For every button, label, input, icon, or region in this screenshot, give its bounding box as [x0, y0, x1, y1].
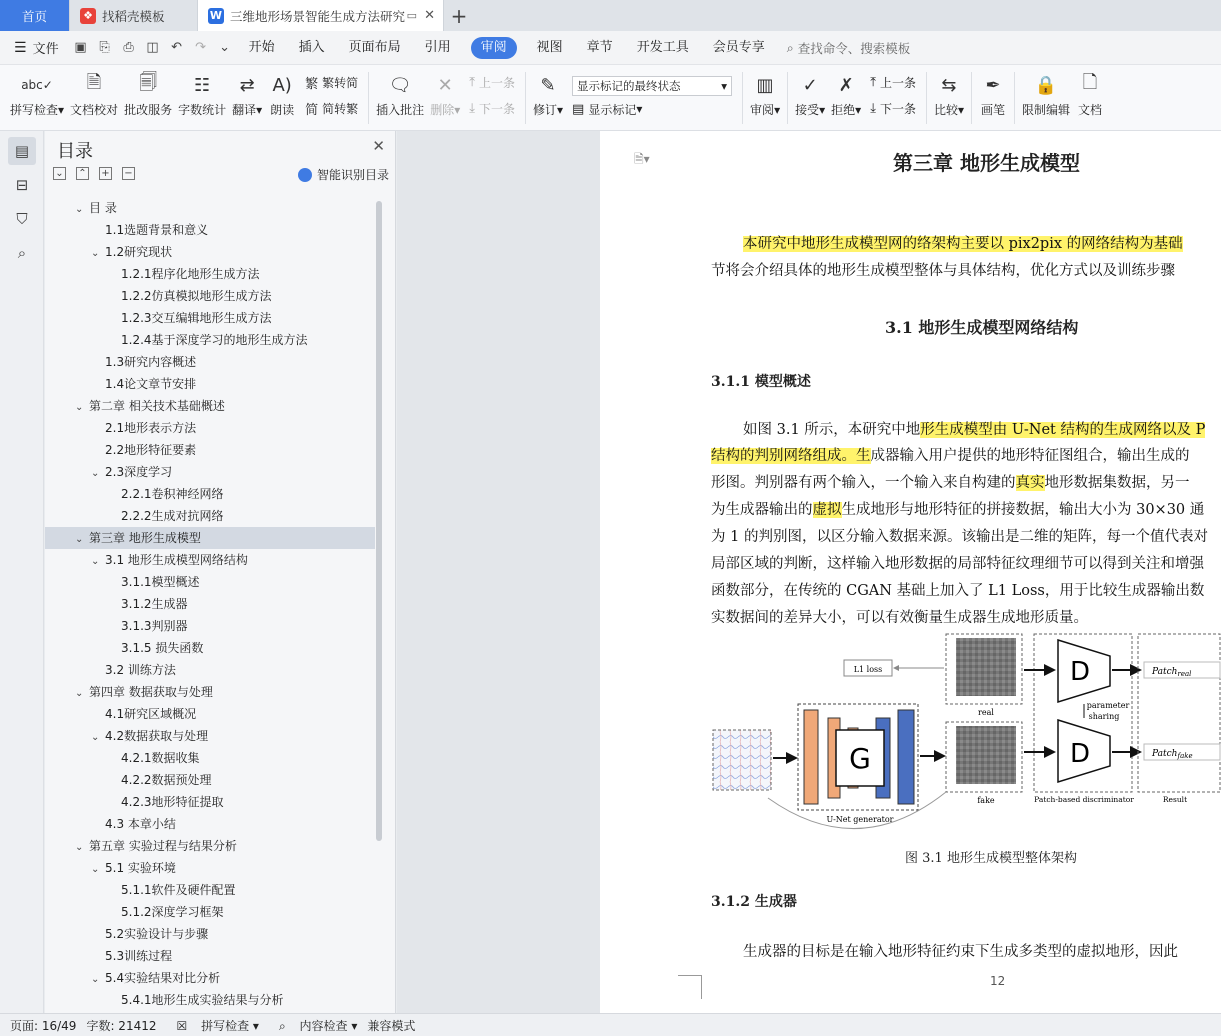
body-line-7: 函数部分，在传统的 CGAN 基础上加入了 L1 Loss，用于比较生成器输出数	[711, 583, 1205, 599]
toc-item[interactable]	[45, 549, 375, 571]
revision-nav-group	[870, 65, 916, 121]
toc-item-label: 4.2.2数据预处理	[121, 773, 212, 787]
toc-item[interactable]	[45, 945, 375, 967]
tab-document[interactable]	[198, 0, 444, 31]
architecture-figure	[708, 632, 1221, 842]
toc-item[interactable]	[45, 615, 375, 637]
toc-item-label: 2.2.1卷积神经网络	[121, 487, 224, 501]
toc-item-label: 5.1 实验环境	[105, 861, 176, 875]
highlight-text: 虚拟	[812, 502, 842, 518]
body-text: 为生成器输出的	[711, 502, 813, 518]
body-line-6: 局部区域的判断，这样输入地形数据的局部特征纹理细节可以得到关注和增强	[711, 556, 1204, 572]
chevron-down-icon[interactable]: ⌄	[91, 864, 100, 875]
chevron-down-icon: ▾	[721, 79, 728, 93]
track-label: 修订	[533, 103, 558, 117]
proofread-button[interactable]	[70, 65, 118, 129]
page-menu-icon[interactable]: 🗎▾	[634, 152, 650, 166]
undo-icon[interactable]: ↶	[171, 40, 183, 55]
batch-service-label: 批改服务	[124, 103, 173, 117]
toc-item[interactable]	[45, 219, 375, 241]
menu-reference[interactable]: 引用	[424, 39, 451, 55]
toc-item[interactable]	[45, 901, 375, 923]
patch-fake-subscript: fake	[1177, 752, 1193, 760]
show-markup-label: 显示标记	[588, 102, 637, 117]
toc-item[interactable]	[45, 747, 375, 769]
chevron-down-icon[interactable]: ⌄	[75, 534, 84, 545]
toc-panel	[45, 131, 396, 1013]
review-pane-button[interactable]: ▥ 审阅▾	[750, 65, 780, 129]
toc-item-label: 第四章 数据获取与处理	[89, 685, 213, 699]
fake-terrain-image	[956, 726, 1016, 784]
generator-para-line: 生成器的目标是在输入地形特征约束下生成多类型的虚拟地形，因此	[743, 944, 1178, 960]
next-revision-icon: ⤓	[870, 100, 876, 116]
search-panel-button[interactable]	[8, 239, 36, 267]
prev2-label: 上一条	[879, 75, 916, 90]
chevron-down-icon[interactable]: ⌄	[75, 842, 84, 853]
menu-review[interactable]: 审阅	[471, 37, 517, 59]
pen-label: 画笔	[980, 103, 1005, 117]
toc-item[interactable]	[45, 197, 375, 219]
simp-to-trad-button[interactable]	[305, 97, 358, 119]
smart-toc-icon	[298, 168, 312, 182]
trad-to-simp-button[interactable]	[305, 71, 358, 93]
toc-item-label: 5.4实验结果对比分析	[105, 971, 221, 985]
toc-item[interactable]	[45, 879, 375, 901]
toc-item[interactable]	[45, 593, 375, 615]
toc-item-label: 1.2.2仿真模拟地形生成方法	[121, 289, 272, 303]
toc-item-label: 4.1研究区域概况	[105, 707, 197, 721]
spellcheck-status[interactable]: ☒ 拼写检查 ▾	[176, 1018, 259, 1033]
toc-item[interactable]	[45, 835, 375, 857]
menu-view[interactable]: 视图	[536, 39, 563, 55]
chapter-title: 第三章 地形生成模型	[893, 151, 1080, 175]
input-feature-map	[713, 730, 771, 790]
page-corner-mark	[678, 975, 702, 999]
search-icon: ⌕	[786, 39, 794, 55]
status-bar	[0, 1013, 1221, 1036]
toc-item[interactable]	[45, 637, 375, 659]
save-icon[interactable]: ▣	[74, 40, 87, 55]
content-check-icon: ⌕	[278, 1018, 286, 1033]
insert-comment-button[interactable]	[376, 65, 424, 129]
toc-item[interactable]	[45, 527, 375, 549]
menu-devtools[interactable]: 开发工具	[636, 39, 689, 55]
real-label: real	[978, 708, 994, 717]
toc-item-label: 目 录	[89, 201, 117, 215]
redo-icon[interactable]: ↷	[195, 40, 207, 55]
toc-item-label: 1.2研究现状	[105, 245, 173, 259]
file-menu[interactable]	[0, 38, 69, 57]
toc-item-label: 3.1.5 损失函数	[121, 641, 204, 655]
spellcheck-label: 拼写检查	[10, 103, 59, 117]
next-icon: ⤓	[469, 100, 475, 116]
toc-item[interactable]	[45, 351, 375, 373]
delete-label: 删除	[430, 103, 455, 117]
toc-item-label: 3.2 训练方法	[105, 663, 176, 677]
tab-daoke-label: 找稻壳模板	[102, 8, 165, 24]
toc-item-label: 2.3深度学习	[105, 465, 173, 479]
pen-button[interactable]	[979, 65, 1007, 129]
toc-scrollbar[interactable]	[376, 201, 382, 841]
toc-item-label: 1.2.1程序化地形生成方法	[121, 267, 260, 281]
spellcheck-icon: abc✓	[21, 78, 53, 92]
word-count-icon: ☷	[194, 74, 211, 96]
chevron-down-icon[interactable]: ⌄	[91, 732, 100, 743]
restrict-edit-button[interactable]	[1022, 65, 1070, 129]
body-line-2	[711, 444, 1190, 465]
prev-revision-button[interactable]	[870, 71, 916, 93]
tab-home-label: 首页	[21, 8, 47, 24]
remove-heading-icon[interactable]: −	[122, 167, 135, 180]
chevron-down-icon[interactable]: ⌄	[75, 204, 84, 215]
toc-item[interactable]	[45, 417, 375, 439]
figure-caption: 图 3.1 地形生成模型整体架构	[905, 851, 1077, 866]
delete-comment-icon: ✕	[437, 74, 453, 96]
document-permission-button[interactable]	[1076, 65, 1104, 129]
markup-state-select[interactable]	[572, 76, 732, 96]
bookmark-button[interactable]	[8, 205, 36, 233]
toc-item[interactable]	[45, 307, 375, 329]
document-check-icon: 🗎	[86, 72, 102, 93]
toc-item-label: 1.2.4基于深度学习的地形生成方法	[121, 333, 308, 347]
smart-toc-label: 智能识别目录	[316, 168, 389, 182]
toc-title: 目录	[57, 141, 93, 162]
file-menu-label: 文件	[32, 42, 59, 57]
spellcheck-button[interactable]: abc✓ 拼写检查▾	[10, 65, 64, 129]
accept-button[interactable]: ✓ 接受▾	[795, 65, 825, 129]
body-text: 如图 3.1 所示，本研究中地	[743, 422, 921, 438]
command-search-label: 查找命令、搜索模板	[797, 40, 911, 56]
trad-label: 繁转简	[322, 75, 359, 90]
bookmark-icon: ⛉	[16, 210, 28, 228]
toc-item[interactable]	[45, 373, 375, 395]
chevron-down-icon[interactable]: ⌄	[91, 468, 100, 479]
toc-item-label: 3.1.3判别器	[121, 619, 188, 633]
patch-real-subscript: real	[1177, 670, 1192, 678]
prev-revision-icon: ⤒	[870, 74, 876, 90]
chevron-down-icon[interactable]: ⌄	[75, 688, 84, 699]
toc-item-label: 5.4.1地形生成实验结果与分析	[121, 993, 284, 1007]
content-check-label: 内容检查	[299, 1018, 348, 1033]
chevron-down-icon[interactable]: ⌄	[91, 974, 100, 985]
toc-item[interactable]	[45, 263, 375, 285]
body-text: 地形数据集数据，另一	[1044, 475, 1190, 491]
tab-home[interactable]	[0, 0, 70, 31]
toc-item-label: 3.1 地形生成模型网络结构	[105, 553, 248, 567]
compat-mode-indicator: 兼容模式	[367, 1018, 416, 1033]
toc-item[interactable]	[45, 923, 375, 945]
word-count-button[interactable]	[178, 65, 226, 129]
content-check-status[interactable]: ⌕ 内容检查 ▾	[278, 1018, 358, 1033]
ribbon-divider	[971, 72, 972, 124]
document-search-icon: 🗐	[139, 72, 158, 93]
param-sharing-label-1: parameter	[1086, 701, 1130, 710]
menu-bar	[0, 31, 1221, 65]
accept-icon: ✓	[802, 74, 818, 96]
real-terrain-image	[956, 638, 1016, 696]
body-line-3	[711, 471, 1190, 492]
next-label: 下一条	[478, 101, 515, 116]
highlight-text: 真实	[1015, 475, 1045, 491]
tab-daoke[interactable]	[70, 0, 198, 31]
tab-bar	[0, 0, 1221, 31]
show-markup-button[interactable]: ▤ 显示标记 ▾	[572, 101, 643, 117]
markup-group	[572, 65, 732, 121]
comment-nav-group	[469, 65, 515, 121]
ribbon-divider	[787, 72, 788, 124]
compare-label: 比较	[933, 103, 958, 117]
list-icon: ▤	[14, 142, 30, 160]
toc-item-label: 第五章 实验过程与结果分析	[89, 839, 237, 853]
highlight-text: 结构的判别网络组成。生	[711, 448, 871, 464]
chapter-nav-button[interactable]	[8, 171, 36, 199]
highlight-text: 本研究中地形生成模型网的络架构主要以 pix2pix 的网络结构为基础	[743, 236, 1183, 252]
translate-icon: ⇄	[239, 74, 255, 96]
next-revision-button[interactable]	[870, 97, 916, 119]
wps-writer-icon: W	[209, 9, 223, 22]
toc-item[interactable]	[45, 329, 375, 351]
patch-real-text: Patch	[1152, 667, 1178, 677]
batch-service-button[interactable]	[124, 65, 172, 129]
discriminator-letter: D	[1069, 739, 1091, 769]
menu-section[interactable]: 章节	[586, 39, 613, 55]
word-count-indicator[interactable]: 字数: 21412	[86, 1018, 157, 1033]
spellcheck-status-icon: ☒	[176, 1018, 188, 1033]
search-icon: ⌕	[17, 244, 27, 262]
toc-item-label: 5.3训练过程	[105, 949, 173, 963]
command-search[interactable]	[787, 39, 911, 57]
reject-icon: ✗	[838, 74, 854, 96]
toc-item[interactable]	[45, 395, 375, 417]
spellcheck-status-label: 拼写检查	[201, 1018, 250, 1033]
toc-item[interactable]	[45, 857, 375, 879]
toc-item-label: 4.2.3地形特征提取	[121, 795, 224, 809]
simp-icon: 简	[305, 102, 319, 118]
ribbon-divider	[368, 72, 369, 124]
toc-item[interactable]	[45, 725, 375, 747]
lock-document-icon: 🔒	[1034, 74, 1058, 96]
highlight-text: 形生成模型由 U-Net 结构的生成网络以及 P	[920, 422, 1206, 438]
toc-item[interactable]	[45, 813, 375, 835]
toc-item[interactable]	[45, 967, 375, 989]
ribbon-divider	[926, 72, 927, 124]
compare-button[interactable]: ⇆ 比较▾	[934, 65, 964, 129]
result-box	[1138, 634, 1220, 792]
toc-item-label: 2.1地形表示方法	[105, 421, 197, 435]
toc-item[interactable]	[45, 241, 375, 263]
toc-item-label: 3.1.1模型概述	[121, 575, 200, 589]
result-label: Result	[1162, 795, 1188, 804]
reject-label: 拒绝	[831, 103, 856, 117]
track-changes-button[interactable]: ✎ 修订▾	[533, 65, 563, 129]
toc-item-label: 1.3研究内容概述	[105, 355, 197, 369]
toc-item[interactable]	[45, 505, 375, 527]
ribbon-divider	[525, 72, 526, 124]
toc-item-label: 4.2数据获取与处理	[105, 729, 209, 743]
chevron-down-icon[interactable]: ⌄	[75, 402, 84, 413]
toc-item[interactable]	[45, 483, 375, 505]
read-aloud-button[interactable]	[268, 65, 296, 129]
toc-item[interactable]	[45, 285, 375, 307]
delete-comment-button[interactable]: ✕ 删除▾	[430, 65, 460, 129]
ribbon-divider	[1014, 72, 1015, 124]
insert-comment-label: 插入批注	[376, 103, 425, 117]
menu-start[interactable]: 开始	[248, 39, 275, 55]
toc-item[interactable]	[45, 989, 375, 1009]
expand-up-icon[interactable]: ⌃	[76, 167, 89, 180]
section-3-1-2-heading: 3.1.2 生成器	[711, 894, 797, 910]
simp-label: 简转繁	[322, 101, 359, 116]
toc-item-label: 5.1.1软件及硬件配置	[121, 883, 236, 897]
show-markup-icon: ▤	[572, 101, 585, 117]
accept-label: 接受	[795, 103, 820, 117]
toc-item-label: 5.2实验设计与步骤	[105, 927, 209, 941]
unet-layer	[898, 710, 914, 804]
doc-label: 文档	[1078, 103, 1103, 117]
toc-item-label: 3.1.2生成器	[121, 597, 188, 611]
toc-item-label: 1.2.3交互编辑地形生成方法	[121, 311, 272, 325]
chevron-down-icon[interactable]: ⌄	[91, 248, 100, 259]
print-icon[interactable]: ⎙	[123, 40, 134, 55]
toc-item[interactable]	[45, 439, 375, 461]
body-text: 成器输入用户提供的地形特征图组合，输出生成的	[870, 448, 1190, 464]
toc-item[interactable]	[45, 769, 375, 791]
close-icon[interactable]: ✕	[372, 137, 385, 155]
review-ribbon	[0, 65, 1221, 131]
fake-label: fake	[977, 796, 995, 805]
ribbon-divider	[742, 72, 743, 124]
toc-item-label: 1.1选题背景和意义	[105, 223, 209, 237]
toc-item-label: 1.4论文章节安排	[105, 377, 197, 391]
body-text: 形图。判别器有两个输入，一个输入来自构建的	[711, 475, 1016, 491]
review-label: 审阅	[750, 103, 775, 117]
body-line-4	[711, 498, 1204, 519]
body-line-5: 为 1 的判别图，以区分输入数据来源。该输出是二维的矩阵，每一个值代表对	[711, 529, 1208, 545]
comment-icon: 🗨	[388, 74, 412, 96]
patch-fake-text: Patch	[1152, 749, 1178, 759]
toc-panel-button[interactable]	[8, 137, 36, 165]
chevron-down-icon[interactable]: ⌄	[91, 556, 100, 567]
screen-icon[interactable]: ▭	[406, 9, 417, 22]
restrict-label: 限制编辑	[1022, 103, 1071, 117]
read-aloud-label: 朗读	[270, 103, 295, 117]
proofread-label: 文档校对	[70, 103, 119, 117]
section-3-1-1-heading: 3.1.1 模型概述	[711, 374, 811, 390]
discriminator-letter: D	[1069, 657, 1091, 687]
toc-item[interactable]	[45, 703, 375, 725]
unet-layer	[804, 710, 818, 804]
hamburger-icon: ☰	[14, 39, 27, 56]
patch-disc-label: Patch-based discriminator	[1034, 795, 1134, 804]
trad-icon: 繁	[305, 76, 319, 92]
next-comment-button[interactable]	[469, 97, 515, 119]
section-3-1-heading: 3.1 地形生成模型网络结构	[885, 318, 1079, 337]
body-line-8: 实数据间的差异大小，可以有效衡量生成器生成地形质量。	[711, 610, 1088, 626]
intro-line-1	[743, 232, 1183, 253]
reject-button[interactable]: ✗ 拒绝▾	[831, 65, 861, 129]
add-heading-icon[interactable]: +	[99, 167, 112, 180]
toc-item-label: 4.3 本章小结	[105, 817, 176, 831]
unet-label: U-Net generator	[826, 815, 894, 824]
document-icon: 🗋	[1082, 72, 1098, 93]
left-nav-strip	[0, 131, 44, 1013]
body-text: 生成地形与地形特征的拼接数据，输出大小为 30×30 通	[841, 502, 1205, 518]
smart-toc-button[interactable]	[298, 166, 389, 183]
page-indicator[interactable]: 页面: 16/49	[10, 1018, 77, 1033]
prev-icon: ⤒	[469, 74, 475, 90]
page-number: 12	[990, 974, 1006, 988]
toc-item-label: 第三章 地形生成模型	[89, 531, 201, 545]
pen-icon: ✒	[985, 74, 1001, 96]
toc-item-label: 4.2.1数据收集	[121, 751, 200, 765]
toc-toolbar	[53, 167, 145, 180]
markup-select-value: 显示标记的最终状态	[577, 79, 681, 93]
prev-label: 上一条	[478, 75, 515, 90]
read-aloud-icon: A)	[272, 74, 292, 96]
next2-label: 下一条	[879, 101, 916, 116]
chapter-icon: ⊟	[15, 176, 29, 194]
trad-simp-group	[305, 65, 358, 121]
menu-insert[interactable]: 插入	[298, 39, 325, 55]
chevron-down-icon[interactable]: ⌄	[219, 40, 231, 55]
toc-item-label: 2.2.2生成对抗网络	[121, 509, 224, 523]
toc-item[interactable]	[45, 571, 375, 593]
toc-item[interactable]	[45, 659, 375, 681]
export-pdf-icon[interactable]: ⎘	[99, 40, 110, 55]
intro-line-2: 节将会介绍具体的地形生成模型整体与具体结构，优化方式以及训练步骤	[711, 263, 1175, 279]
l1-loss-label: L1 loss	[853, 665, 883, 674]
toc-item-label: 第二章 相关技术基础概述	[89, 399, 225, 413]
print-preview-icon[interactable]: ◫	[146, 40, 159, 55]
translate-button[interactable]: ⇄ 翻译▾	[232, 65, 262, 129]
plus-icon: +	[450, 3, 468, 28]
collapse-all-icon[interactable]: ⌄	[53, 167, 66, 180]
daoke-logo-icon: ❖	[80, 8, 96, 24]
toc-item-label: 2.2地形特征要素	[105, 443, 197, 457]
param-sharing-label-2: sharing	[1088, 712, 1120, 721]
translate-label: 翻译	[232, 103, 257, 117]
toc-item[interactable]	[45, 461, 375, 483]
review-pane-icon: ▥	[756, 74, 774, 96]
close-icon[interactable]: ✕	[424, 8, 435, 23]
toc-list	[45, 197, 375, 1009]
prev-comment-button[interactable]	[469, 71, 515, 93]
toc-item-label: 5.1.2深度学习框架	[121, 905, 224, 919]
toc-item[interactable]	[45, 791, 375, 813]
body-line-1	[743, 418, 1205, 439]
new-tab-button[interactable]	[444, 0, 474, 31]
word-count-label: 字数统计	[178, 103, 227, 117]
compare-icon: ⇆	[941, 74, 957, 96]
menu-layout[interactable]: 页面布局	[348, 39, 401, 55]
menu-member[interactable]: 会员专享	[712, 39, 765, 55]
generator-letter: G	[849, 742, 871, 775]
toc-item[interactable]	[45, 681, 375, 703]
tab-document-label: 三维地形场景智能生成方法研究	[230, 8, 406, 24]
track-changes-icon: ✎	[540, 74, 556, 96]
